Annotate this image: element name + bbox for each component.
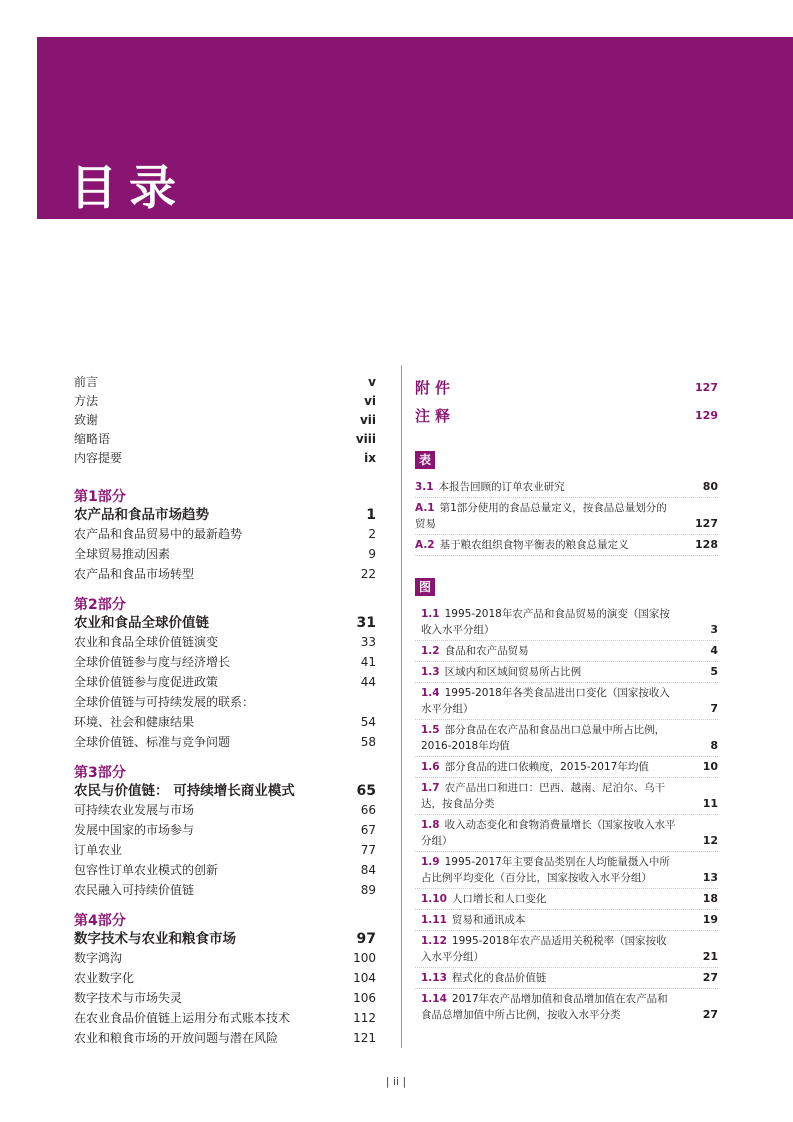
- figure-entry[interactable]: [415, 815, 718, 852]
- entry-page: 104: [353, 971, 376, 985]
- entry-text: 农产品出口和进口：巴西、越南、尼泊尔、乌干达，按食品分类: [421, 782, 666, 810]
- page-number: ii: [392, 1075, 400, 1088]
- entry-number: 1.4: [421, 687, 440, 699]
- part-page: 1: [366, 507, 376, 523]
- toc-entry[interactable]: [74, 652, 376, 672]
- part-title[interactable]: [74, 782, 376, 800]
- entry-text: 1995-2018年农产品和食品贸易的演变（国家按收入水平分组）: [421, 608, 670, 636]
- part-title[interactable]: [74, 614, 376, 632]
- toc-entry[interactable]: [74, 948, 376, 968]
- tables-section: [415, 449, 718, 556]
- toc-entry[interactable]: [74, 430, 376, 449]
- toc-part: [74, 764, 376, 900]
- entry-page: 4: [710, 644, 718, 657]
- figure-entry[interactable]: [415, 641, 718, 662]
- part-label: 第1部分: [74, 489, 126, 505]
- figures-section: [415, 576, 718, 1025]
- entry-text: 2017年农产品增加值和食品增加值在农产品和食品总增加值中所占比例，按收入水平分类: [421, 993, 668, 1021]
- toc-entry[interactable]: [74, 672, 376, 692]
- front-matter: [74, 373, 376, 468]
- entry-label: 数字技术与市场失灵: [74, 991, 183, 1005]
- annex-page: 127: [695, 380, 718, 394]
- toc-entry[interactable]: [74, 632, 376, 652]
- entry-page: 7: [710, 702, 718, 715]
- entry-label: 农产品和食品贸易中的最新趋势: [74, 527, 243, 541]
- part-title-text: 数字技术与农业和粮食市场: [74, 931, 236, 947]
- entry-number: 3.1: [415, 481, 434, 493]
- toc-entry[interactable]: [74, 524, 376, 544]
- entry-label: 农民融入可持续价值链: [74, 883, 195, 897]
- entry-number: 1.8: [421, 819, 440, 831]
- entry-text: 人口增长和人口变化: [451, 893, 547, 905]
- entry-label: 全球价值链、标准与竞争问题: [74, 735, 231, 749]
- annex-label: 附件: [415, 378, 456, 397]
- table-entry[interactable]: [415, 535, 718, 556]
- toc-left-column: [74, 373, 376, 1048]
- part-title[interactable]: [74, 930, 376, 948]
- entry-page: 11: [702, 797, 718, 810]
- part-title-text: 农民与价值链： 可持续增长商业模式: [74, 783, 295, 799]
- entry-text: 部分食品在农产品和食品出口总量中所占比例，2016-2018年均值: [421, 724, 666, 752]
- entry-page: 80: [702, 480, 718, 493]
- entry-page: 89: [360, 883, 376, 897]
- figure-entry[interactable]: [415, 989, 718, 1025]
- part-label: 第4部分: [74, 913, 126, 929]
- entry-page: v: [368, 375, 376, 389]
- figure-entry[interactable]: [415, 852, 718, 889]
- toc-entry[interactable]: [74, 449, 376, 468]
- part-page: 31: [356, 615, 376, 631]
- entry-label: 农业和粮食市场的开放问题与潜在风险: [74, 1031, 279, 1045]
- figure-entry[interactable]: [415, 778, 718, 815]
- entry-text: 第1部分使用的食品总量定义，按食品总量划分的贸易: [415, 502, 667, 530]
- figure-entry[interactable]: [415, 662, 718, 683]
- toc-part: [74, 596, 376, 752]
- entry-text: 食品和农产品贸易: [444, 645, 529, 657]
- entry-text: 1995-2017年主要食品类别在人均能量摄入中所占比例平均变化（百分比，国家按收入水平分组）: [421, 856, 670, 884]
- entry-page: 27: [702, 971, 718, 984]
- entry-label: 在农业食品价值链上运用分布式账本技术: [74, 1011, 291, 1025]
- figures-heading: 图: [415, 578, 435, 596]
- entry-label: 农业数字化: [74, 971, 135, 985]
- entry-page: 2: [368, 527, 376, 541]
- entry-label: 方法: [74, 394, 99, 408]
- entry-label: 环境、社会和健康结果: [74, 715, 195, 729]
- entry-label: 内容提要: [74, 451, 123, 465]
- entry-page: vi: [364, 394, 376, 408]
- entry-text: 区域内和区域间贸易所占比例: [444, 666, 582, 678]
- entry-page: 127: [695, 517, 718, 530]
- entry-page: 44: [360, 675, 376, 689]
- entry-number: 1.11: [421, 914, 447, 926]
- entry-number: 1.10: [421, 893, 447, 905]
- figure-entry[interactable]: [415, 968, 718, 989]
- entry-number: 1.13: [421, 972, 447, 984]
- entry-text: 基于粮农组织食物平衡表的粮食总量定义: [439, 539, 629, 551]
- part-label: 第2部分: [74, 597, 126, 613]
- toc-part: [74, 912, 376, 1048]
- entry-label: 致谢: [74, 413, 99, 427]
- entry-label: 前言: [74, 375, 99, 389]
- entry-number: A.1: [415, 502, 435, 514]
- table-entry[interactable]: [415, 498, 718, 535]
- entry-page: 100: [353, 951, 376, 965]
- entry-page: 106: [353, 991, 376, 1005]
- entry-page: 128: [695, 538, 718, 551]
- figure-entry[interactable]: [415, 910, 718, 931]
- entry-label: 农产品和食品市场转型: [74, 567, 195, 581]
- entry-page: 22: [360, 567, 376, 581]
- entry-text: 贸易和通讯成本: [451, 914, 526, 926]
- annex-entry[interactable]: [415, 373, 718, 401]
- toc-entry[interactable]: [74, 732, 376, 752]
- entry-page: vii: [359, 413, 376, 427]
- entry-page: 18: [702, 892, 718, 905]
- entry-page: 27: [702, 1008, 718, 1021]
- toc-entry[interactable]: [74, 1028, 376, 1048]
- part-label: 第3部分: [74, 765, 126, 781]
- figure-entry[interactable]: [415, 931, 718, 968]
- entry-number: 1.12: [421, 935, 447, 947]
- entry-page: 54: [360, 715, 376, 729]
- entry-number: A.2: [415, 539, 435, 551]
- toc-entry[interactable]: [74, 820, 376, 840]
- entry-label: 全球价值链与可持续发展的联系：: [74, 695, 255, 709]
- figure-entry[interactable]: [415, 757, 718, 778]
- toc-entry[interactable]: [74, 880, 376, 900]
- toc-entry[interactable]: [74, 800, 376, 820]
- entry-label: 订单农业: [74, 843, 123, 857]
- toc-entry[interactable]: [74, 564, 376, 584]
- part-page: 65: [356, 783, 376, 799]
- entry-label: 农业和食品全球价值链演变: [74, 635, 219, 649]
- entry-label: 包容性订单农业模式的创新: [74, 863, 219, 877]
- entry-page: 84: [360, 863, 376, 877]
- entry-number: 1.14: [421, 993, 447, 1005]
- entry-label: 全球贸易推动因素: [74, 547, 171, 561]
- entry-label: 可持续农业发展与市场: [74, 803, 195, 817]
- entry-text: 1995-2018年农产品适用关税税率（国家按收入水平分组）: [421, 935, 667, 963]
- figure-entry[interactable]: [415, 683, 718, 720]
- annex-page: 129: [695, 408, 718, 422]
- part-title-text: 农业和食品全球价值链: [74, 615, 209, 631]
- page-footer: | ii |: [385, 1075, 407, 1088]
- part-title[interactable]: [74, 506, 376, 524]
- entry-text: 1995-2018年各类食品进出口变化（国家按收入水平分组）: [421, 687, 670, 715]
- figure-entry[interactable]: [415, 889, 718, 910]
- toc-right-column: [415, 373, 718, 1025]
- tables-heading: 表: [415, 451, 435, 469]
- toc-entry[interactable]: [74, 840, 376, 860]
- toc-entry[interactable]: [74, 988, 376, 1008]
- entry-page: 10: [702, 760, 718, 773]
- table-entry[interactable]: [415, 477, 718, 498]
- entry-number: 1.5: [421, 724, 440, 736]
- entry-page: ix: [364, 451, 376, 465]
- entry-text: 收入动态变化和食物消费量增长（国家按收入水平分组）: [421, 819, 676, 847]
- entry-label: 发展中国家的市场参与: [74, 823, 195, 837]
- entry-text: 程式化的食品价值链: [451, 972, 547, 984]
- entry-label: 数字鸿沟: [74, 951, 123, 965]
- toc-entry[interactable]: [74, 411, 376, 430]
- entry-page: 121: [353, 1031, 376, 1045]
- entry-page: 67: [360, 823, 376, 837]
- entry-page: 66: [360, 803, 376, 817]
- part-page: 97: [356, 931, 376, 947]
- entry-page: 12: [702, 834, 718, 847]
- toc-entry[interactable]: [74, 1008, 376, 1028]
- entry-number: 1.3: [421, 666, 440, 678]
- entry-number: 1.7: [421, 782, 440, 794]
- entry-text: 本报告回顾的订单农业研究: [438, 481, 565, 493]
- entry-page: 21: [702, 950, 718, 963]
- figure-entry[interactable]: [415, 720, 718, 757]
- entry-page: 8: [710, 739, 718, 752]
- entry-page: 33: [360, 635, 376, 649]
- entry-page: 5: [710, 665, 718, 678]
- entry-page: 19: [702, 913, 718, 926]
- toc-part: [74, 488, 376, 584]
- entry-page: 58: [360, 735, 376, 749]
- toc-entry[interactable]: [74, 392, 376, 411]
- entry-text: 部分食品的进口依赖度，2015-2017年均值: [444, 761, 649, 773]
- annex-label: 注释: [415, 406, 456, 425]
- entry-number: 1.6: [421, 761, 440, 773]
- toc-entry[interactable]: [74, 712, 376, 732]
- column-divider: [401, 365, 402, 1048]
- toc-entry[interactable]: [74, 373, 376, 392]
- entry-label: 全球价值链参与度与经济增长: [74, 655, 231, 669]
- toc-entry-continued[interactable]: [74, 692, 376, 712]
- entry-number: 1.9: [421, 856, 440, 868]
- header-banner: [37, 37, 793, 219]
- entry-page: 9: [368, 547, 376, 561]
- entry-label: 缩略语: [74, 432, 111, 446]
- entry-page: 3: [710, 623, 718, 636]
- toc-entry[interactable]: [74, 968, 376, 988]
- toc-entry[interactable]: [74, 544, 376, 564]
- entry-page: 112: [353, 1011, 376, 1025]
- entry-label: 全球价值链参与度促进政策: [74, 675, 219, 689]
- figure-entry[interactable]: [415, 604, 718, 641]
- entry-page: viii: [355, 432, 376, 446]
- toc-entry[interactable]: [74, 860, 376, 880]
- page-title: 目录: [70, 161, 188, 216]
- annex-entry[interactable]: [415, 401, 718, 429]
- entry-page: 77: [360, 843, 376, 857]
- part-title-text: 农产品和食品市场趋势: [74, 507, 209, 523]
- entry-page: 41: [360, 655, 376, 669]
- entry-page: 13: [702, 871, 718, 884]
- entry-number: 1.2: [421, 645, 440, 657]
- entry-number: 1.1: [421, 608, 440, 620]
